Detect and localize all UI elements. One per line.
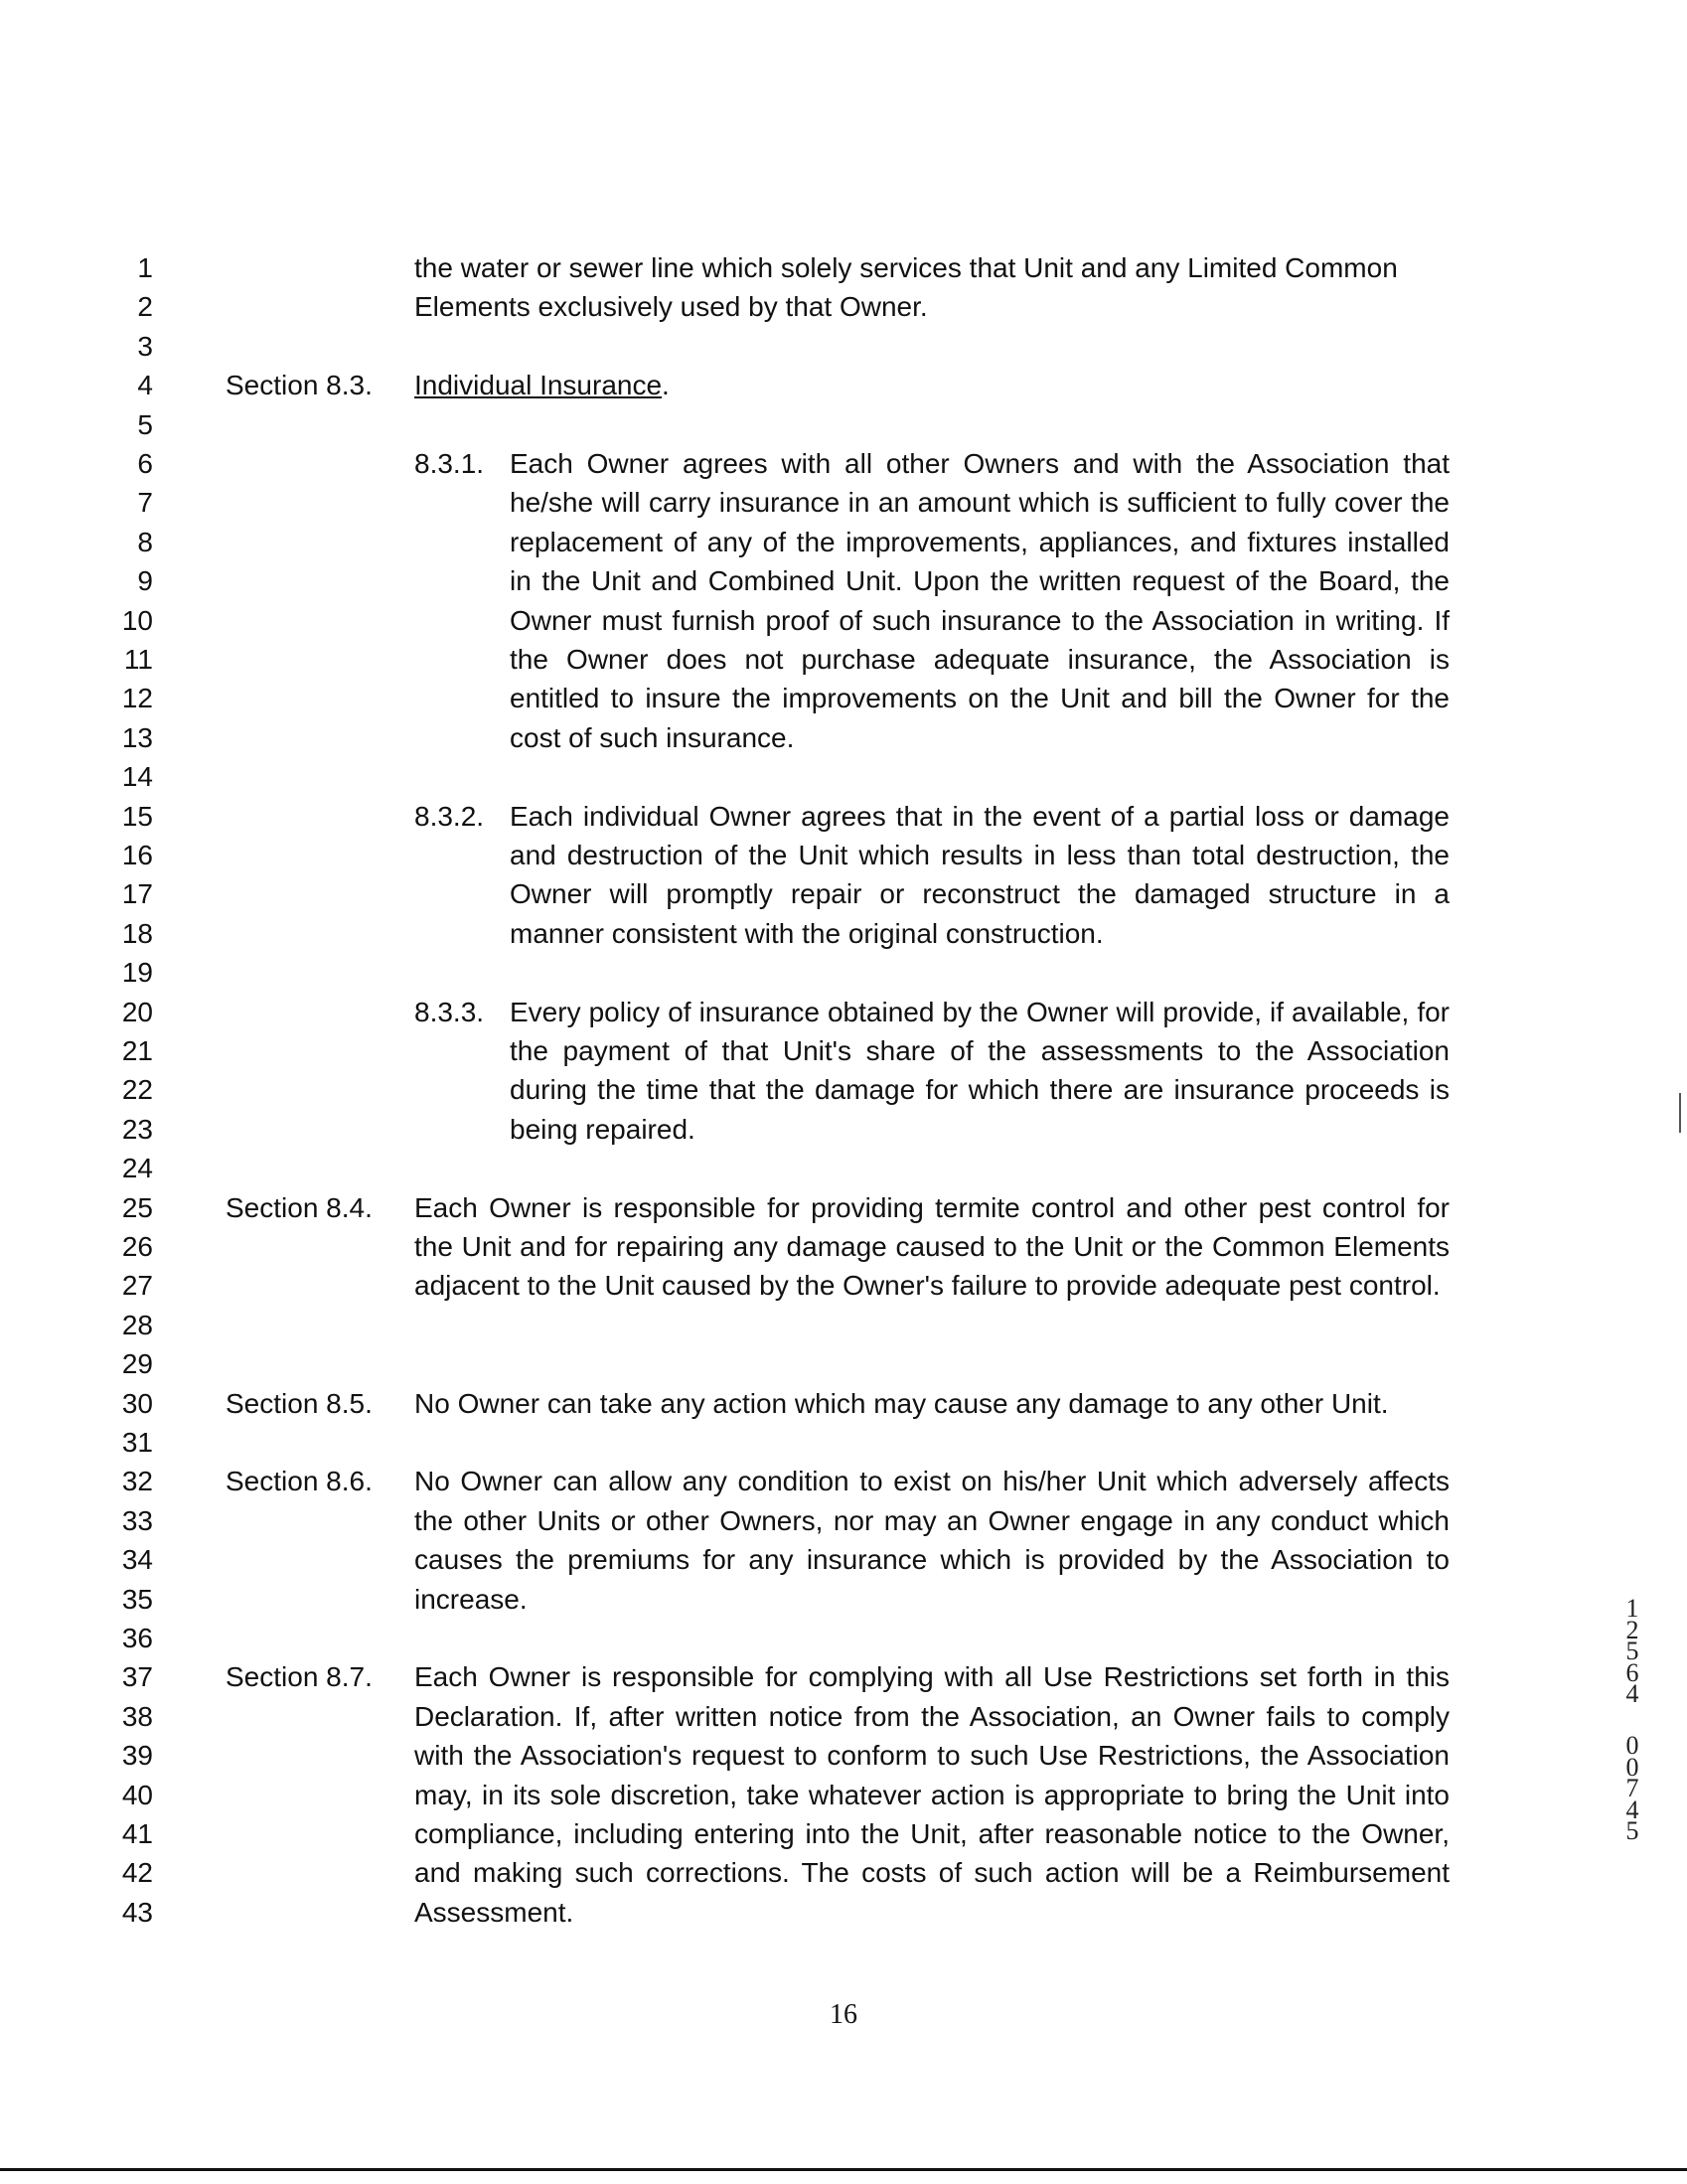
- stamp-digit: 0: [1625, 1752, 1639, 1782]
- line-number: 10: [121, 604, 153, 636]
- line-number: 41: [121, 1818, 153, 1849]
- line-number: 17: [121, 878, 153, 910]
- line-number: 25: [121, 1191, 153, 1223]
- line-number: 14: [121, 761, 153, 793]
- line-number: 22: [121, 1074, 153, 1106]
- stamp-digit: 5: [1625, 1816, 1639, 1846]
- line-number: 8: [137, 526, 153, 557]
- line-number: 13: [121, 721, 153, 753]
- line-number: 9: [137, 565, 153, 597]
- intro-line-2: Elements exclusively used by that Owner.: [414, 291, 928, 323]
- scan-bottom-edge: [0, 2168, 1687, 2171]
- stamp-digit: 5: [1625, 1637, 1639, 1666]
- section-8-4-text: Each Owner is responsible for providing termite control and other pest control for the Unit and for repairing any damage caused to the Unit or the Common Elements adjacent to the Unit caused by the Owner's failure to provide adequate pest control.: [414, 1191, 1450, 1302]
- page-number: 16: [830, 1999, 857, 2030]
- section-8-5-label: Section 8.5.: [226, 1387, 373, 1419]
- intro-line-1: the water or sewer line which solely services that Unit and any Limited Common: [414, 252, 1398, 283]
- stamp-digit: 2: [1625, 1615, 1639, 1644]
- line-number: 37: [121, 1661, 153, 1693]
- line-number: 6: [137, 448, 153, 479]
- line-number: 12: [121, 683, 153, 714]
- line-number: 40: [121, 1779, 153, 1810]
- line-number: 28: [121, 1309, 153, 1340]
- line-number: 20: [121, 996, 153, 1027]
- line-number: 21: [121, 1035, 153, 1066]
- line-number: 1: [137, 252, 153, 283]
- stamp-digit: 0: [1625, 1730, 1639, 1760]
- line-number: 27: [121, 1270, 153, 1302]
- line-number: 29: [121, 1348, 153, 1380]
- line-number: 11: [123, 644, 153, 675]
- section-8-7-text: Each Owner is responsible for complying with all Use Restrictions set forth in this Declaration. If, after written notice from the Association, an Owner fails to comply with the Association's request to conform to such Use Restrictions, the Association may, in its sole discretion, take whatever action is appropriate to bring the Unit into compliance, including entering into the Unit, after reasonable notice to the Owner, and making such corrections. The costs of such action will be a Reimbursement Assessment.: [414, 1661, 1450, 1928]
- line-number: 39: [121, 1740, 153, 1772]
- line-number: 16: [121, 840, 153, 870]
- line-number: 34: [121, 1544, 153, 1576]
- line-number: 3: [137, 330, 153, 362]
- section-8-7-label: Section 8.7.: [226, 1661, 373, 1693]
- section-8-6-text: No Owner can allow any condition to exist on his/her Unit which adversely affects the other Units or other Owners, nor may an Owner engage in any conduct which causes the premiums for any insurance which is provided by the Association to increase.: [414, 1466, 1450, 1615]
- scan-edge-mark: [1679, 1093, 1681, 1133]
- line-number: 26: [121, 1231, 153, 1262]
- line-number: 42: [121, 1857, 153, 1889]
- line-number: 43: [121, 1896, 153, 1928]
- section-8-4-label: Section 8.4.: [226, 1191, 373, 1223]
- section-8-5-text: No Owner can take any action which may cause any damage to any other Unit.: [414, 1387, 1389, 1419]
- line-number: 24: [121, 1153, 153, 1184]
- section-8-3-heading-text: Individual Insurance: [414, 370, 663, 401]
- line-number: 19: [121, 957, 153, 989]
- stamp-digit: 4: [1625, 1679, 1639, 1709]
- line-number: 2: [137, 291, 153, 323]
- line-number: 18: [121, 917, 153, 949]
- line-number: 30: [121, 1387, 153, 1419]
- line-number: 32: [121, 1466, 153, 1497]
- subsection-8-3-3-number: 8.3.3.: [414, 996, 485, 1027]
- line-number: 31: [121, 1427, 153, 1458]
- subsection-8-3-1-number: 8.3.1.: [414, 448, 485, 479]
- stamp-digit: 4: [1625, 1794, 1639, 1824]
- line-number: 23: [121, 1113, 153, 1145]
- subsection-8-3-1-text: Each Owner agrees with all other Owners and with the Association that he/she will carry insurance in an amount which is sufficient to fully cover the replacement of any of the improvements, appliances, and fixtures installed in the Unit and Combined Unit. Upon the written request of the Board, the Owner must furnish proof of such insurance to the Association in writing. If the Owner does not purchase adequate insurance, the Association is entitled to insure the improvements on the Unit and bill the Owner for the cost of such insurance.: [510, 448, 1450, 753]
- line-number: 5: [137, 408, 153, 440]
- line-number: 33: [121, 1504, 153, 1536]
- line-number: 36: [121, 1623, 153, 1653]
- recording-stamp: [1617, 1594, 1647, 1846]
- line-number: 4: [137, 370, 153, 401]
- line-number: 15: [121, 800, 153, 832]
- subsection-8-3-2-number: 8.3.2.: [414, 800, 485, 832]
- line-number: 38: [121, 1700, 153, 1732]
- section-8-3-heading: [414, 366, 670, 404]
- line-number: 35: [121, 1583, 153, 1615]
- section-8-3-label: Section 8.3.: [226, 370, 373, 401]
- stamp-digit: 6: [1625, 1657, 1639, 1687]
- stamp-digit: 7: [1625, 1774, 1639, 1803]
- subsection-8-3-2-text: Each individual Owner agrees that in the event of a partial loss or damage and destruction of the Unit which results in less than total destruction, the Owner will promptly repair or reconstruct the damaged structure in a manner consistent with the original construction.: [510, 800, 1450, 949]
- section-8-3-heading-period: .: [662, 370, 670, 401]
- stamp-digit: 1: [1625, 1594, 1639, 1623]
- section-8-6-label: Section 8.6.: [226, 1466, 373, 1497]
- line-number: 7: [137, 487, 153, 519]
- subsection-8-3-3-text: Every policy of insurance obtained by the Owner will provide, if available, for the payment of that Unit's share of the assessments to the Association during the time that the damage for which there are insurance proceeds is being repaired.: [510, 996, 1450, 1145]
